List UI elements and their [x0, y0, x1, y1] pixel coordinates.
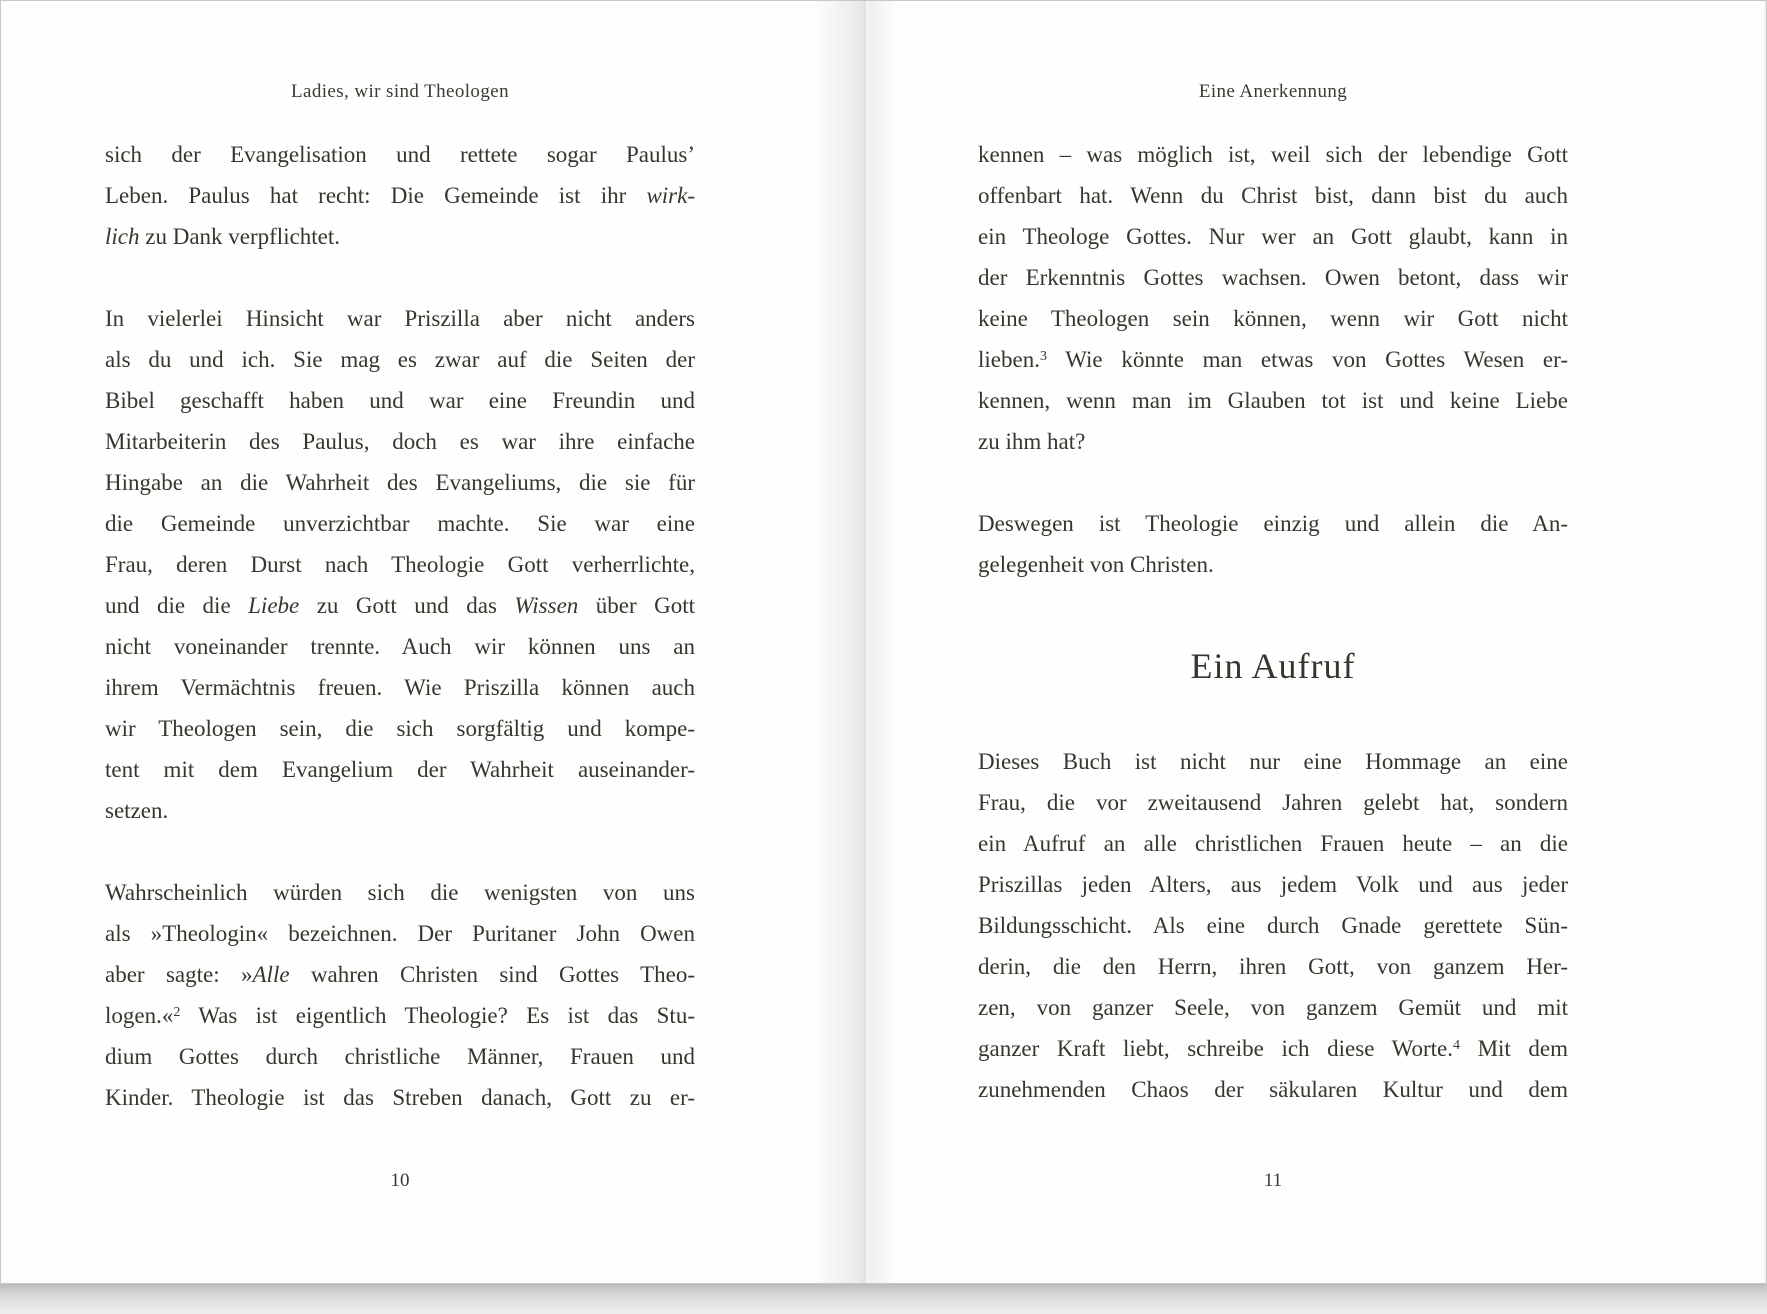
- text-segment: Bildungsschicht. Als eine durch Gnade gerettete Sün-: [978, 913, 1568, 938]
- text-line: [105, 667, 695, 708]
- text-segment: über Gott: [578, 593, 695, 618]
- text-segment: Hingabe an die Wahrheit des Evangeliums, die sie für: [105, 470, 695, 495]
- text-line: [105, 462, 695, 503]
- text-segment: zu Dank verpflichtet.: [139, 224, 341, 249]
- text-line: [978, 823, 1568, 864]
- text-segment: als du und ich. Sie mag es zwar auf die Seiten der: [105, 347, 695, 372]
- text-line: [105, 626, 695, 667]
- text-segment: keine Theologen sein können, wenn wir Gott nicht: [978, 306, 1568, 331]
- text-segment: logen.«: [105, 1003, 174, 1028]
- text-segment: Deswegen ist Theologie einzig und allein die An-: [978, 511, 1568, 536]
- text-line: [978, 864, 1568, 905]
- text-line: [978, 257, 1568, 298]
- text-segment: Liebe: [248, 593, 300, 618]
- text-segment: kennen – was möglich ist, weil sich der lebendige Gott: [978, 142, 1568, 167]
- text-line: [105, 995, 695, 1036]
- gutter-shadow-left: [811, 1, 866, 1283]
- text-segment: und die die: [105, 593, 249, 618]
- text-line: [105, 298, 695, 339]
- text-line: [105, 872, 695, 913]
- text-segment: die Gemeinde unverzichtbar machte. Sie war eine: [105, 511, 695, 536]
- text-segment: Wahrscheinlich würden sich die wenigsten von uns: [105, 880, 695, 905]
- text-line: [105, 339, 695, 380]
- page-left: [1, 1, 866, 1283]
- text-segment: ihrem Vermächtnis freuen. Wie Priszilla können auch: [105, 675, 695, 700]
- text-segment: Priszillas jeden Alters, aus jedem Volk und aus jeder: [978, 872, 1568, 897]
- text-line: [978, 134, 1568, 175]
- text-line: [978, 175, 1568, 216]
- footnote-marker: 4: [1452, 1038, 1460, 1053]
- text-segment: Alle: [252, 962, 290, 987]
- text-segment: Dieses Buch ist nicht nur eine Hommage an eine: [978, 749, 1568, 774]
- text-line: [978, 1069, 1568, 1110]
- text-line: [978, 216, 1568, 257]
- paragraph: [978, 134, 1568, 462]
- text-segment: zunehmenden Chaos der säkularen Kultur und dem: [978, 1077, 1568, 1102]
- text-line: [978, 421, 1568, 462]
- text-line: [105, 585, 695, 626]
- text-line: [978, 1028, 1568, 1069]
- text-segment: aber sagte: »: [105, 962, 253, 987]
- paragraph: [105, 134, 695, 257]
- text-segment: zen, von ganzer Seele, von ganzem Gemüt und mit: [978, 995, 1568, 1020]
- text-segment: zu Gott und das: [299, 593, 515, 618]
- text-segment: Was ist eigentlich Theologie? Es ist das Stu-: [180, 1003, 695, 1028]
- text-segment: setzen.: [105, 798, 169, 823]
- body-text-left: [105, 134, 695, 1118]
- text-segment: ein Theologe Gottes. Nur wer an Gott glaubt, kann in: [978, 224, 1568, 249]
- text-line: [105, 503, 695, 544]
- text-line: [105, 1036, 695, 1077]
- text-line: [105, 749, 695, 790]
- text-segment: Leben. Paulus hat recht: Die Gemeinde ist ihr: [105, 183, 647, 208]
- text-segment: In vielerlei Hinsicht war Priszilla aber nicht anders: [105, 306, 695, 331]
- text-segment: dium Gottes durch christliche Männer, Frauen und: [105, 1044, 695, 1069]
- text-line: [978, 380, 1568, 421]
- text-segment: ein Aufruf an alle christlichen Frauen heute – an die: [978, 831, 1568, 856]
- text-line: [978, 298, 1568, 339]
- table-surface: [0, 1284, 1767, 1314]
- text-segment: wir Theologen sein, die sich sorgfältig und kompe-: [105, 716, 695, 741]
- text-segment: Mit dem: [1459, 1036, 1568, 1061]
- paragraph: [978, 741, 1568, 1110]
- text-line: [978, 782, 1568, 823]
- text-segment: Wie könnte man etwas von Gottes Wesen er-: [1046, 347, 1568, 372]
- text-segment: nicht voneinander trennte. Auch wir können uns an: [105, 634, 695, 659]
- text-segment: derin, die den Herrn, ihren Gott, von ganzem Her-: [978, 954, 1568, 979]
- text-line: [978, 339, 1568, 380]
- paragraph: [105, 872, 695, 1118]
- text-segment: Wissen: [514, 593, 579, 618]
- page-right: [870, 1, 1764, 1283]
- running-head-right: Eine Anerkennung: [1198, 81, 1348, 102]
- footnote-marker: 3: [1039, 349, 1047, 364]
- paragraph: [105, 298, 695, 831]
- text-line: [105, 380, 695, 421]
- text-line: [105, 544, 695, 585]
- text-segment: tent mit dem Evangelium der Wahrheit auseinander-: [105, 757, 695, 782]
- text-segment: kennen, wenn man im Glauben tot ist und keine Liebe: [978, 388, 1568, 413]
- text-segment: Bibel geschafft haben und war eine Freundin und: [105, 388, 695, 413]
- text-line: [105, 708, 695, 749]
- paragraph: [978, 503, 1568, 585]
- text-line: [978, 987, 1568, 1028]
- text-line: [978, 503, 1568, 544]
- text-line: [105, 216, 695, 257]
- text-line: [978, 741, 1568, 782]
- text-segment: sich der Evangelisation und rettete sogar Paulus’: [105, 142, 695, 167]
- text-line: [105, 134, 695, 175]
- text-segment: offenbart hat. Wenn du Christ bist, dann bist du auch: [978, 183, 1568, 208]
- text-line: [978, 905, 1568, 946]
- section-heading: Ein Aufruf: [1190, 646, 1356, 686]
- text-segment: Kinder. Theologie ist das Streben danach, Gott zu er-: [105, 1085, 695, 1110]
- text-segment: wahren Christen sind Gottes Theo-: [289, 962, 695, 987]
- text-segment: gelegenheit von Christen.: [978, 552, 1214, 577]
- text-segment: Frau, deren Durst nach Theologie Gott verherrlichte,: [105, 552, 695, 577]
- text-segment: zu ihm hat?: [978, 429, 1086, 454]
- text-line: [978, 544, 1568, 585]
- text-segment: ganzer Kraft liebt, schreibe ich diese Worte.: [978, 1036, 1453, 1061]
- text-line: [105, 421, 695, 462]
- running-head-left: Ladies, wir sind Theologen: [291, 81, 509, 102]
- text-line: [105, 175, 695, 216]
- text-line: [978, 946, 1568, 987]
- text-segment: Frau, die vor zweitausend Jahren gelebt hat, sondern: [978, 790, 1568, 815]
- body-text-right: [978, 134, 1568, 1110]
- gutter-shadow-right: [870, 1, 896, 1283]
- text-segment: lieben.: [978, 347, 1040, 372]
- page-number-left: 10: [390, 1170, 410, 1191]
- text-segment: Mitarbeiterin des Paulus, doch es war ihre einfache: [105, 429, 695, 454]
- text-line: [105, 954, 695, 995]
- text-line: [105, 913, 695, 954]
- text-line: [105, 1077, 695, 1118]
- page-number-right: 11: [1263, 1170, 1283, 1191]
- text-segment: wirk-: [646, 183, 695, 208]
- text-line: [105, 790, 695, 831]
- text-segment: lich: [105, 224, 140, 249]
- text-segment: der Erkenntnis Gottes wachsen. Owen betont, dass wir: [978, 265, 1568, 290]
- footnote-marker: 2: [173, 1005, 181, 1020]
- text-segment: als »Theologin« bezeichnen. Der Puritaner John Owen: [105, 921, 695, 946]
